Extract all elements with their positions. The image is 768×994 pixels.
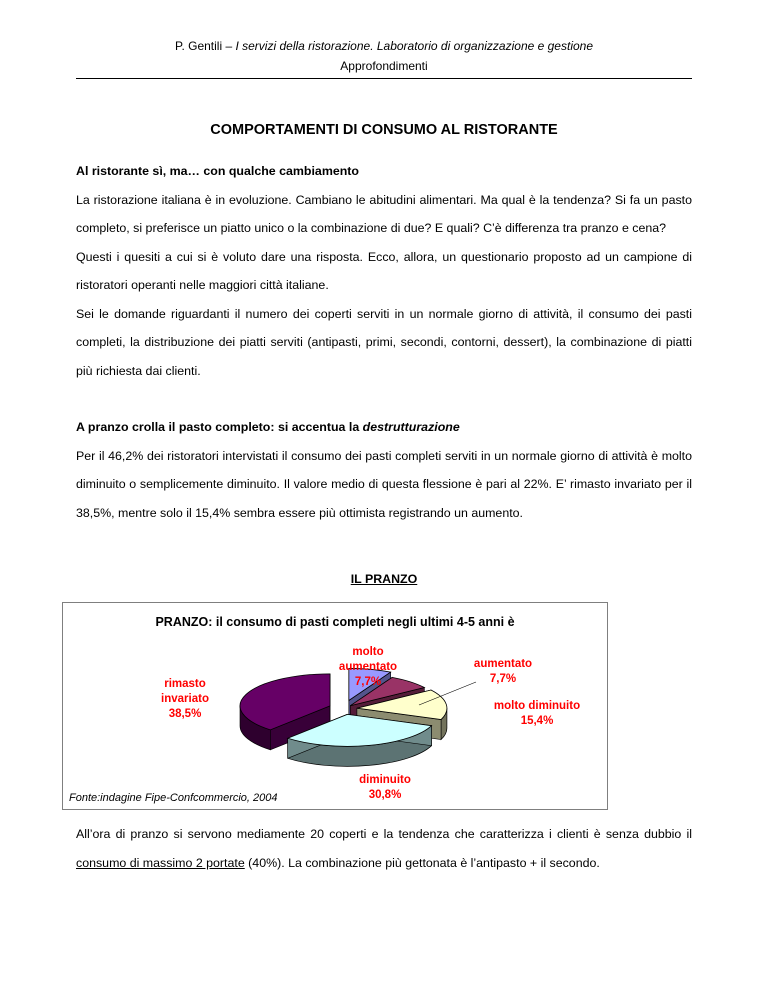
data-label-molto-diminuito: 15,4% — [520, 715, 554, 727]
closing-text-b: (40%). La combinazione più gettonata è l’antipasto + il secondo. — [244, 855, 600, 870]
section1-paragraph-3: Sei le domande riguardanti il numero dei coperti serviti in un normale giorno di attività, il consumo dei pasti completi, la distribuzione dei piatti serviti (antipasti, primi, secondi, contorni, dessert), la combinazione di piatti più richiesta dai clienti. — [76, 306, 692, 378]
closing-paragraph — [76, 820, 692, 877]
header-author: P. Gentili – — [174, 39, 236, 53]
chart-source: Fonte:indagine Fipe-Confcommercio, 2004 — [69, 792, 278, 804]
page-title: COMPORTAMENTI DI CONSUMO AL RISTORANTE — [210, 122, 558, 138]
slice-label-molto-diminuito: molto diminuito — [493, 700, 581, 712]
data-label-diminuito: 30,8% — [368, 789, 402, 801]
section1-heading: Al ristorante sì, ma… con qualche cambiamento — [76, 164, 359, 178]
slice-label-rimasto-invariato: rimasto — [164, 678, 206, 690]
data-label-aumentato: 7,7% — [489, 673, 517, 685]
section2-heading-text: A pranzo crolla il pasto completo: si accentua la — [76, 420, 363, 434]
section2-heading — [76, 413, 692, 442]
pie-chart — [63, 603, 607, 809]
section2-heading-emphasis: destrutturazione — [362, 420, 460, 434]
slice-label-molto-aumentato: molto — [352, 646, 384, 658]
closing-text-a: All’ora di pranzo si servono mediamente 20 coperti e la tendenza che caratterizza i clienti è senza dubbio il — [76, 827, 692, 841]
pie-chart-frame — [62, 602, 608, 810]
section1-paragraph-1: La ristorazione italiana è in evoluzione. Cambiano le abitudini alimentari. Ma qual è la tendenza? Si fa un pasto completo, si preferisce un piatto unico o la combinazione di due? E quali? C’è differenza tra pranzo e cena? — [76, 192, 692, 235]
closing-text-underlined: consumo di massimo 2 portate — [76, 855, 245, 870]
spacer — [76, 385, 692, 413]
figure-heading: IL PRANZO — [350, 572, 418, 586]
closing-text — [76, 820, 692, 877]
header-section: Approfondimenti — [340, 59, 428, 73]
data-label-molto-aumentato: 7,7% — [354, 676, 382, 688]
running-header — [76, 38, 692, 75]
slice-label-molto-aumentato: aumentato — [338, 661, 398, 673]
chart-title: PRANZO: il consumo di pasti completi negli ultimi 4-5 anni è — [155, 615, 515, 629]
header-rule — [76, 78, 692, 79]
header-line — [76, 38, 692, 55]
slice-label-diminuito: diminuito — [359, 774, 411, 786]
slice-label-aumentato: aumentato — [473, 658, 533, 670]
slice-label-rimasto-invariato: invariato — [161, 693, 209, 705]
section2-paragraph-1: Per il 46,2% dei ristoratori intervistati il consumo dei pasti completi serviti in un normale giorno di attività è molto diminuito o semplicemente diminuito. Il valore medio di questa flessione è pari al 22%. E’ rimasto invariato per il 38,5%, mentre solo il 15,4% sembra essere più ottimista registrando un aumento. — [76, 448, 692, 520]
data-label-rimasto-invariato: 38,5% — [168, 708, 202, 720]
header-book: I servizi della ristorazione. Laboratorio di organizzazione e gestione — [235, 39, 594, 53]
section1-paragraph-2: Questi i quesiti a cui si è voluto dare una risposta. Ecco, allora, un questionario proposto ad un campione di ristoratori operanti nelle maggiori città italiane. — [76, 249, 692, 292]
body-text — [76, 157, 692, 527]
